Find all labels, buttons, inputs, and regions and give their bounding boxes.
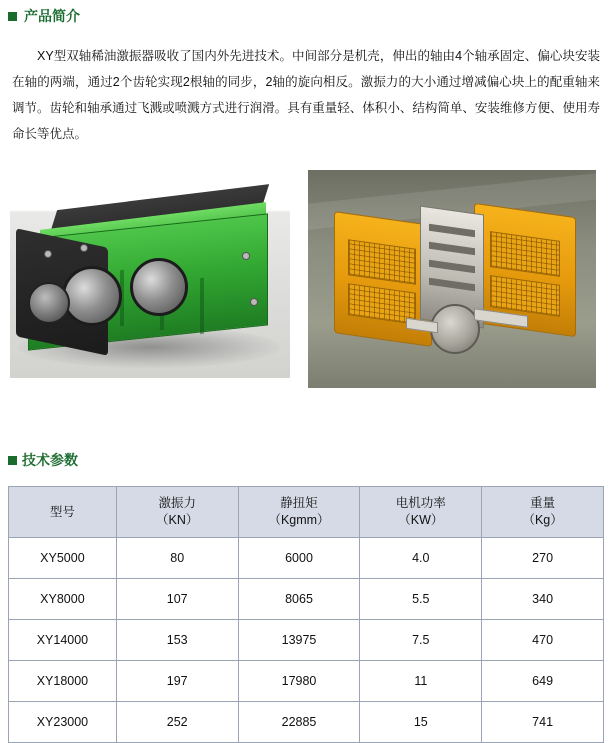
cell-weight: 270 <box>482 538 604 579</box>
column-header-line2: （KW） <box>398 513 444 527</box>
column-header-static-torque <box>238 487 360 538</box>
cell-exciting-force: 197 <box>116 661 238 702</box>
core-slot <box>429 278 475 291</box>
product-photo-yellow <box>308 170 596 388</box>
cell-model: XY5000 <box>9 538 117 579</box>
specs-heading <box>8 450 78 470</box>
cell-static-torque: 22885 <box>238 702 360 743</box>
cell-exciting-force: 107 <box>116 579 238 620</box>
product-photo-green <box>10 178 290 378</box>
cell-weight: 470 <box>482 620 604 661</box>
table-row <box>9 620 604 661</box>
column-header-line1: 型号 <box>49 504 75 519</box>
column-header-line2: （Kgmm） <box>268 513 330 527</box>
column-header-exciting-force <box>116 487 238 538</box>
column-header-line1: 激振力 <box>158 496 196 510</box>
table-row <box>9 579 604 620</box>
square-bullet-icon <box>8 12 17 21</box>
intro-paragraph: XY型双轴稀油激振器吸收了国内外先进技术。中间部分是机壳，伸出的轴由4个轴承固定、偏心块安装在轴的两端，通过2个齿轮实现2根轴的同步，2轴的旋向相反。激振力的大小通过增减偏心块上的配重轴来调节。齿轮和轴承通过飞溅或喷溅方式进行润滑。具有重量轻、体积小、结构简单、安装维修方便、使用寿命长等优点。 <box>12 48 600 141</box>
core-slot <box>429 224 475 237</box>
cell-static-torque: 8065 <box>238 579 360 620</box>
specs-table-wrapper <box>8 486 604 743</box>
column-header-line1: 电机功率 <box>395 496 446 510</box>
eccentric-shaft <box>130 258 188 316</box>
column-header-line1: 重量 <box>530 496 556 510</box>
bolt <box>80 244 88 252</box>
eccentric-shaft <box>62 266 122 326</box>
cell-motor-power: 15 <box>360 702 482 743</box>
table-row <box>9 538 604 579</box>
cell-model: XY8000 <box>9 579 117 620</box>
column-header-line1: 静扭矩 <box>280 496 318 510</box>
cell-static-torque: 13975 <box>238 620 360 661</box>
column-header-line2: （KN） <box>156 513 199 527</box>
cell-exciting-force: 252 <box>116 702 238 743</box>
cell-motor-power: 4.0 <box>360 538 482 579</box>
core-slot <box>429 242 475 255</box>
table-row <box>9 702 604 743</box>
product-photos <box>0 168 612 408</box>
bolt <box>242 252 250 260</box>
bolt <box>44 250 52 258</box>
specs-table <box>8 486 604 743</box>
intro-heading <box>8 6 80 26</box>
cell-weight: 741 <box>482 702 604 743</box>
cell-exciting-force: 80 <box>116 538 238 579</box>
bolt <box>250 298 258 306</box>
cell-motor-power: 7.5 <box>360 620 482 661</box>
shaft-flange <box>28 282 70 324</box>
cell-static-torque: 17980 <box>238 661 360 702</box>
cell-model: XY23000 <box>9 702 117 743</box>
table-row <box>9 661 604 702</box>
housing-rib <box>200 278 204 334</box>
vibrator-unit <box>334 208 574 348</box>
column-header-model <box>9 487 117 538</box>
column-header-line2: （Kg） <box>522 513 563 527</box>
specs-heading-label: 技术参数 <box>22 452 78 468</box>
cell-model: XY18000 <box>9 661 117 702</box>
cell-motor-power: 5.5 <box>360 579 482 620</box>
core-slot <box>429 260 475 273</box>
column-header-weight <box>482 487 604 538</box>
cell-weight: 649 <box>482 661 604 702</box>
cell-exciting-force: 153 <box>116 620 238 661</box>
square-bullet-icon <box>8 456 17 465</box>
intro-heading-label: 产品简介 <box>24 8 80 24</box>
cell-motor-power: 11 <box>360 661 482 702</box>
table-header-row <box>9 487 604 538</box>
cell-model: XY14000 <box>9 620 117 661</box>
column-header-motor-power <box>360 487 482 538</box>
cell-weight: 340 <box>482 579 604 620</box>
cell-static-torque: 6000 <box>238 538 360 579</box>
